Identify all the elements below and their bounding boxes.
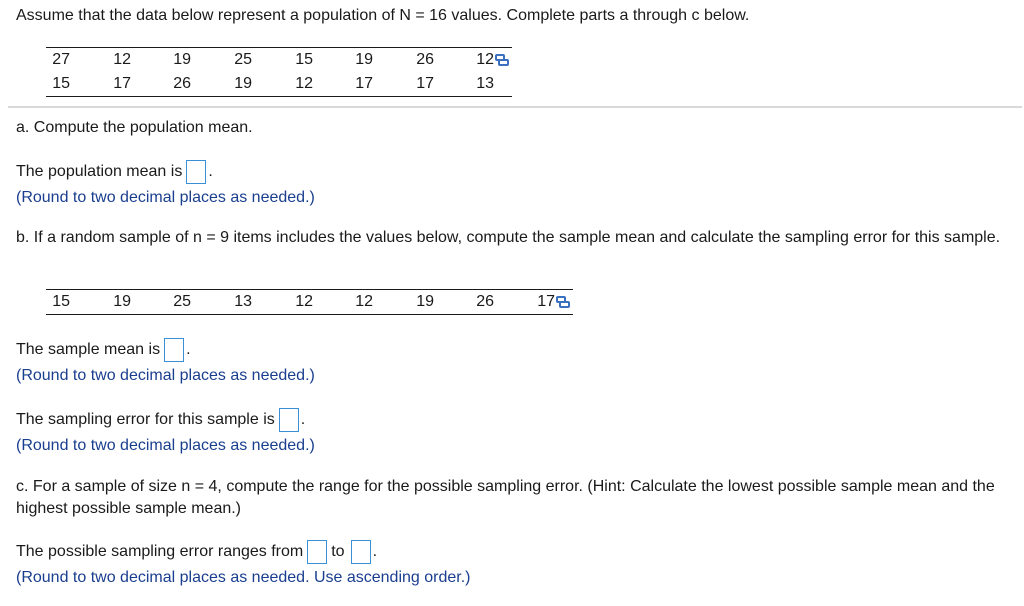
data-cell: 12 — [476, 51, 494, 68]
data-cell: 17 — [113, 75, 131, 92]
table-cell — [313, 48, 373, 73]
copy-data-icon[interactable] — [495, 54, 509, 66]
table-cell — [434, 48, 494, 73]
sample-mean-hint: (Round to two decimal places as needed.) — [16, 367, 315, 384]
data-cell: 26 — [173, 75, 191, 92]
part-c-answer-label: The possible sampling error ranges from — [16, 543, 304, 561]
data-cell: 26 — [416, 51, 434, 68]
part-a-answer-line — [16, 160, 1016, 184]
table-cell — [191, 290, 252, 315]
sample-row — [46, 290, 573, 315]
part-c-answer-to: to — [331, 543, 345, 561]
spacer-cell — [494, 72, 512, 97]
table-cell — [46, 48, 70, 73]
table-cell — [131, 72, 191, 97]
data-cell: 19 — [416, 293, 434, 310]
part-c-answer-line — [16, 540, 1016, 564]
data-cell: 25 — [234, 51, 252, 68]
part-a-answer-suffix: . — [208, 163, 213, 181]
data-cell: 13 — [234, 293, 252, 310]
sampling-error-input[interactable] — [279, 408, 299, 432]
data-cell: 15 — [52, 75, 70, 92]
part-c-question: c. For a sample of size n = 4, compute the range for the possible sampling error. (Hint: Calculate the lowest possible sample mean and the highest possible sample mean.) — [16, 478, 995, 517]
table-cell — [46, 72, 70, 97]
table-cell — [131, 48, 191, 73]
table-cell — [46, 290, 70, 315]
table-cell — [252, 72, 313, 97]
table-cell — [373, 290, 434, 315]
error-range-high-input[interactable] — [351, 540, 371, 564]
population-mean-input[interactable] — [186, 160, 206, 184]
table-cell — [70, 48, 131, 73]
data-cell: 19 — [234, 75, 252, 92]
table-cell — [70, 72, 131, 97]
part-c-answer-suffix: . — [372, 543, 378, 561]
data-cell: 26 — [476, 293, 494, 310]
data-cell: 13 — [476, 75, 494, 92]
sample-mean-label: The sample mean is — [16, 341, 161, 359]
table-cell — [191, 72, 252, 97]
problem-intro: Assume that the data below represent a population of N = 16 values. Complete parts a through c below. — [16, 7, 750, 24]
sampling-error-suffix: . — [300, 411, 306, 429]
data-cell: 27 — [52, 51, 70, 68]
part-a-answer-label: The population mean is — [16, 163, 183, 181]
table-cell — [313, 290, 373, 315]
population-row-2 — [46, 72, 512, 97]
table-cell — [313, 72, 373, 97]
sample-mean-input[interactable] — [164, 338, 184, 362]
sampling-error-label: The sampling error for this sample is — [16, 411, 275, 429]
table-cell — [191, 48, 252, 73]
population-row-1 — [46, 48, 512, 73]
table-cell — [252, 290, 313, 315]
table-cell — [131, 290, 191, 315]
part-c-hint: (Round to two decimal places as needed. Use ascending order.) — [16, 569, 471, 586]
table-cell — [434, 290, 494, 315]
data-cell: 12 — [295, 293, 313, 310]
data-cell: 17 — [355, 75, 373, 92]
population-data-table — [46, 47, 512, 97]
data-cell: 15 — [52, 293, 70, 310]
data-cell: 19 — [113, 293, 131, 310]
copy-data-icon[interactable] — [556, 296, 570, 308]
sampling-error-hint: (Round to two decimal places as needed.) — [16, 437, 315, 454]
section-divider — [8, 106, 1022, 108]
table-cell — [70, 290, 131, 315]
table-cell — [252, 48, 313, 73]
part-a-question: a. Compute the population mean. — [16, 119, 253, 136]
sample-mean-answer-line — [16, 338, 1016, 362]
sample-data-table — [46, 289, 573, 315]
copy-cell — [555, 290, 573, 315]
data-cell: 15 — [295, 51, 313, 68]
data-cell: 17 — [416, 75, 434, 92]
data-cell: 17 — [537, 293, 555, 310]
error-range-low-input[interactable] — [307, 540, 327, 564]
sample-mean-suffix: . — [186, 341, 191, 359]
copy-cell — [494, 48, 512, 73]
data-cell: 19 — [355, 51, 373, 68]
data-cell: 12 — [113, 51, 131, 68]
table-cell — [434, 72, 494, 97]
data-cell: 12 — [295, 75, 313, 92]
sampling-error-answer-line — [16, 408, 1016, 432]
data-cell: 25 — [173, 293, 191, 310]
data-cell: 19 — [173, 51, 191, 68]
part-a-hint: (Round to two decimal places as needed.) — [16, 189, 315, 206]
data-cell: 12 — [355, 293, 373, 310]
table-cell — [494, 290, 555, 315]
part-b-question: b. If a random sample of n = 9 items includes the values below, compute the sample mean and calculate the sampling error for this sample. — [16, 229, 1001, 246]
table-cell — [373, 72, 434, 97]
table-cell — [373, 48, 434, 73]
